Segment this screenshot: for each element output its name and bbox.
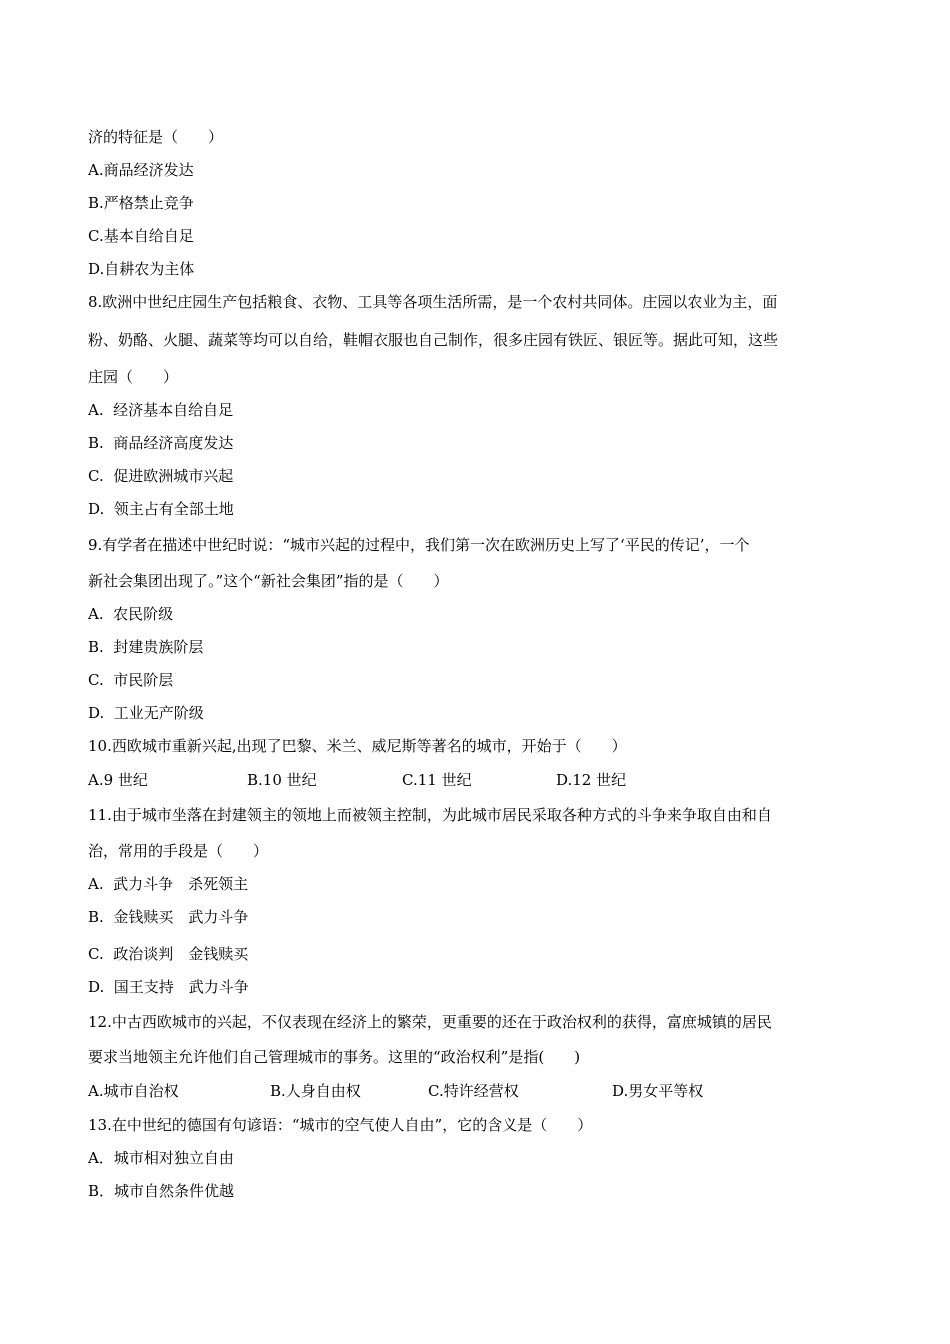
question-8-option-b: B. 商品经济高度发达	[88, 434, 234, 452]
question-8-stem-line-2: 粉、奶酪、火腿、蔬菜等均可以自给，鞋帽衣服也自己制作，很多庄园有铁匠、银匠等。据此可知，这些	[88, 331, 779, 349]
question-11-option-c: C. 政治谈判 金钱赎买	[88, 945, 249, 963]
question-11-stem-line-1: 11.由于城市坐落在封建领主的领地上而被领主控制，为此城市居民采取各种方式的斗争来争取自由和自	[88, 806, 772, 824]
question-10-option-c: C.11 世纪	[402, 771, 472, 789]
question-10-stem: 10.西欧城市重新兴起,出现了巴黎、米兰、威尼斯等著名的城市，开始于（ ）	[88, 737, 627, 755]
question-9-stem-line-2: 新社会集团出现了。”这个“新社会集团”指的是（ ）	[88, 572, 449, 590]
question-8-stem-line-3: 庄园（ ）	[88, 368, 179, 386]
question-7-stem-end: 济的特征是（ ）	[88, 128, 224, 146]
question-12-option-b: B.人身自由权	[270, 1082, 361, 1100]
question-8-stem-line-1: 8.欧洲中世纪庄园生产包括粮食、衣物、工具等各项生活所需，是一个农村共同体。庄园以农业为主，面	[88, 293, 778, 311]
question-9-option-a: A. 农民阶级	[88, 605, 174, 623]
question-10-option-b: B.10 世纪	[247, 771, 317, 789]
question-7-option-c: C.基本自给自足	[88, 227, 194, 245]
question-12-stem-line-1: 12.中古西欧城市的兴起，不仅表现在经济上的繁荣，更重要的还在于政治权利的获得，富庶城镇的居民	[88, 1013, 772, 1031]
question-11-stem-line-2: 治，常用的手段是（ ）	[88, 842, 269, 860]
question-12-option-c: C.特许经营权	[428, 1082, 519, 1100]
question-9-option-c: C. 市民阶层	[88, 671, 174, 689]
question-9-stem-line-1: 9.有学者在描述中世纪时说：“城市兴起的过程中，我们第一次在欧洲历史上写了‘平民的传记’，一个	[88, 536, 750, 554]
question-7-option-a: A.商品经济发达	[88, 161, 194, 179]
question-9-option-b: B. 封建贵族阶层	[88, 638, 204, 656]
question-10-option-a: A.9 世纪	[88, 771, 148, 789]
question-11-option-a: A. 武力斗争 杀死领主	[88, 875, 249, 893]
question-8-option-d: D. 领主占有全部土地	[88, 500, 234, 518]
question-7-option-d: D.自耕农为主体	[88, 260, 195, 278]
question-8-option-c: C. 促进欧洲城市兴起	[88, 467, 234, 485]
question-8-option-a: A. 经济基本自给自足	[88, 401, 234, 419]
question-7-option-b: B.严格禁止竞争	[88, 194, 194, 212]
question-13-stem: 13.在中世纪的德国有句谚语：“城市的空气使人自由”，它的含义是（ ）	[88, 1116, 593, 1134]
question-12-option-d: D.男女平等权	[612, 1082, 704, 1100]
question-10-option-d: D.12 世纪	[556, 771, 627, 789]
question-12-stem-line-2: 要求当地领主允许他们自己管理城市的事务。这里的“政治权利”是指( )	[88, 1048, 581, 1066]
question-13-option-a: A．城市相对独立自由	[88, 1149, 234, 1167]
question-11-option-b: B. 金钱赎买 武力斗争	[88, 908, 249, 926]
question-9-option-d: D. 工业无产阶级	[88, 704, 204, 722]
question-12-option-a: A.城市自治权	[88, 1082, 179, 1100]
question-11-option-d: D. 国王支持 武力斗争	[88, 978, 249, 996]
question-13-option-b: B．城市自然条件优越	[88, 1182, 235, 1200]
